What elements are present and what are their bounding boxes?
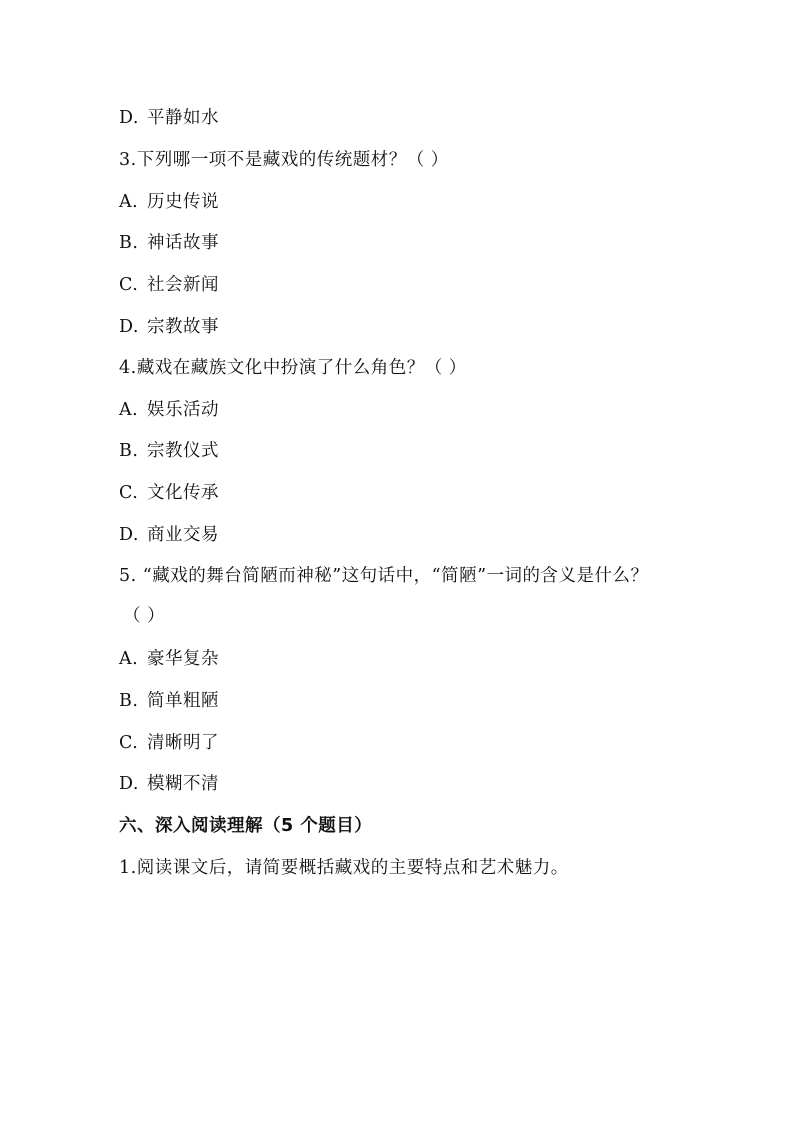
option-letter: C. [119,275,139,295]
question-5-answer-blank: （ ） [123,606,166,626]
option-text: 娱乐活动 [147,400,219,420]
q2-option-d [119,106,219,130]
option-text: 历史传说 [147,192,219,212]
option-letter: C. [119,733,139,753]
q4-option-a [119,398,219,422]
q4-option-c [119,481,219,505]
q3-option-d [119,315,219,339]
option-text: 文化传承 [147,483,219,503]
q3-option-a [119,190,219,214]
q3-option-b [119,231,219,255]
option-letter: A. [119,192,139,212]
q5-option-a [119,647,219,671]
option-letter: D. [119,774,139,794]
option-letter: A. [119,400,139,420]
option-text: 商业交易 [147,525,219,545]
question-5-stem: 5. “藏戏的舞台简陋而神秘”这句话中，“简陋”一词的含义是什么？ [119,566,649,586]
option-text: 宗教仪式 [147,441,219,461]
option-letter: D. [119,108,139,128]
option-text: 简单粗陋 [147,691,219,711]
option-text: 平静如水 [147,108,219,128]
q5-option-c [119,731,219,755]
q5-option-d [119,772,219,796]
option-letter: D. [119,525,139,545]
question-3-stem: 3.下列哪一项不是藏戏的传统题材？（ ） [119,150,449,170]
option-text: 豪华复杂 [147,649,219,669]
option-text: 神话故事 [147,233,219,253]
option-letter: B. [119,233,139,253]
option-letter: B. [119,441,139,461]
option-text: 宗教故事 [147,317,219,337]
option-letter: C. [119,483,139,503]
option-letter: B. [119,691,139,711]
option-text: 清晰明了 [147,733,219,753]
option-text: 社会新闻 [147,275,219,295]
question-4-stem: 4.藏戏在藏族文化中扮演了什么角色？（ ） [119,358,467,378]
section-6-heading: 六、深入阅读理解（5 个题目） [119,816,373,836]
section-6-question-1: 1.阅读课文后，请简要概括藏戏的主要特点和艺术魅力。 [119,858,569,878]
q5-option-b [119,689,219,713]
q3-option-c [119,273,219,297]
option-letter: A. [119,649,139,669]
q4-option-b [119,439,219,463]
q4-option-d [119,523,219,547]
option-text: 模糊不清 [147,774,219,794]
option-letter: D. [119,317,139,337]
